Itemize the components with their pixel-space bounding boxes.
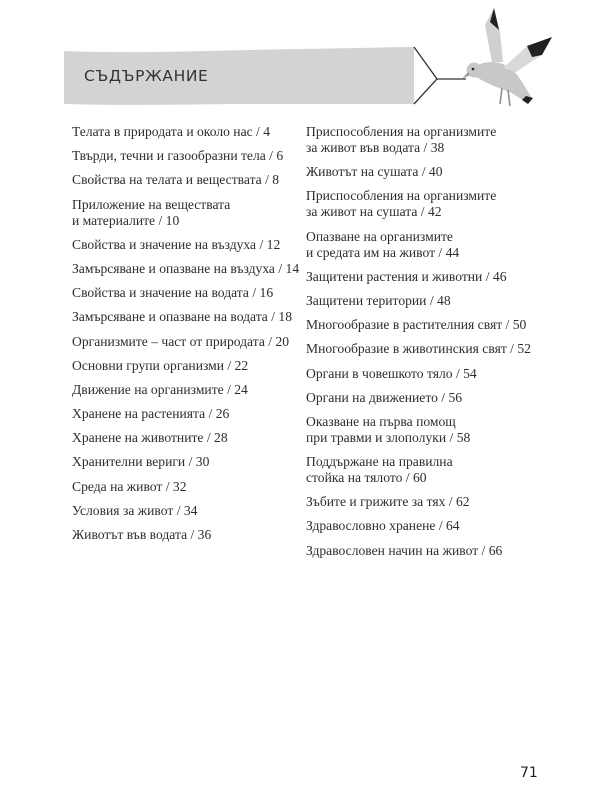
toc-entry[interactable]	[306, 188, 546, 220]
toc-entry[interactable]: Органи на движението / 56	[306, 389, 463, 405]
toc-entry[interactable]	[306, 454, 546, 486]
rope-icon	[414, 47, 466, 104]
toc-entry[interactable]: Замърсяване и опазване на въздуха / 14	[72, 260, 300, 276]
page-number: 71	[520, 765, 538, 781]
toc-entry[interactable]: Замърсяване и опазване на водата / 18	[72, 309, 293, 325]
toc-entry-line: Приспособления на организмите	[306, 188, 497, 204]
toc-entry[interactable]: Защитени територии / 48	[306, 292, 451, 308]
seagull-icon	[462, 8, 552, 106]
page-title: СЪДЪРЖАНИЕ	[84, 67, 209, 85]
toc-entry-line: Приспособления на организмите	[306, 124, 497, 139]
toc-entry-line: за живот на сушата / 42	[306, 204, 442, 220]
toc-left-column	[72, 124, 300, 551]
toc-entry[interactable]: Здравословен начин на живот / 66	[306, 542, 503, 558]
toc-entry-line: при травми и злополуки / 58	[306, 429, 471, 445]
toc-entry[interactable]: Животът във водата / 36	[72, 527, 212, 542]
toc-entry[interactable]: Условия за живот / 34	[72, 502, 198, 518]
toc-entry-line: стойка на тялото / 60	[306, 470, 427, 486]
toc-entry[interactable]: Хранене на животните / 28	[72, 430, 228, 446]
toc-entry-line: и средата им на живот / 44	[306, 244, 460, 260]
toc-entry[interactable]: Свойства на телата и веществата / 8	[72, 172, 280, 188]
toc-entry-line: за живот във водата / 38	[306, 140, 445, 155]
toc-entry[interactable]	[72, 197, 297, 229]
seagull-banner-illustration	[0, 0, 600, 120]
toc-entry[interactable]: Органи в човешкото тяло / 54	[306, 365, 477, 381]
toc-entry[interactable]: Животът на сушата / 40	[306, 164, 443, 180]
toc-entry[interactable]: Многообразие в животинския свят / 52	[306, 341, 531, 357]
toc-entry[interactable]: Организмите – част от природата / 20	[72, 333, 290, 349]
toc-entry-line: Опазване на организмите	[306, 228, 453, 244]
toc-entry[interactable]: Здравословно хранене / 64	[306, 518, 460, 534]
toc-entry[interactable]: Движение на организмите / 24	[72, 381, 248, 397]
toc-entry-line: и материалите / 10	[72, 212, 180, 228]
toc-entry[interactable]	[306, 229, 546, 261]
toc-entry[interactable]: Свойства и значение на водата / 16	[72, 285, 274, 301]
toc-entry-line: Приложение на веществата	[72, 196, 231, 212]
toc-entry-line: Оказване на първа помощ	[306, 413, 456, 429]
toc-entry[interactable]: Твърди, течни и газообразни тела / 6	[72, 148, 284, 164]
toc-entry[interactable]	[306, 414, 546, 446]
toc-entry-line: Поддържане на правилна	[306, 454, 453, 470]
toc-entry[interactable]: Зъбите и грижите за тях / 62	[306, 494, 470, 510]
toc-entry[interactable]: Среда на живот / 32	[72, 478, 187, 494]
toc-entry[interactable]: Телата в природата и около нас / 4	[72, 124, 271, 139]
header-banner	[0, 0, 600, 120]
toc-entry[interactable]: Хранителни вериги / 30	[72, 454, 210, 470]
toc-right-column	[306, 124, 546, 567]
toc-entry[interactable]: Основни групи организми / 22	[72, 357, 249, 373]
toc-entry[interactable]	[306, 124, 546, 156]
toc-entry[interactable]: Свойства и значение на въздуха / 12	[72, 236, 281, 252]
toc-entry[interactable]: Хранене на растенията / 26	[72, 406, 230, 422]
toc-entry[interactable]: Многообразие в растителния свят / 50	[306, 317, 527, 333]
toc-entry[interactable]: Защитени растения и животни / 46	[306, 268, 507, 284]
